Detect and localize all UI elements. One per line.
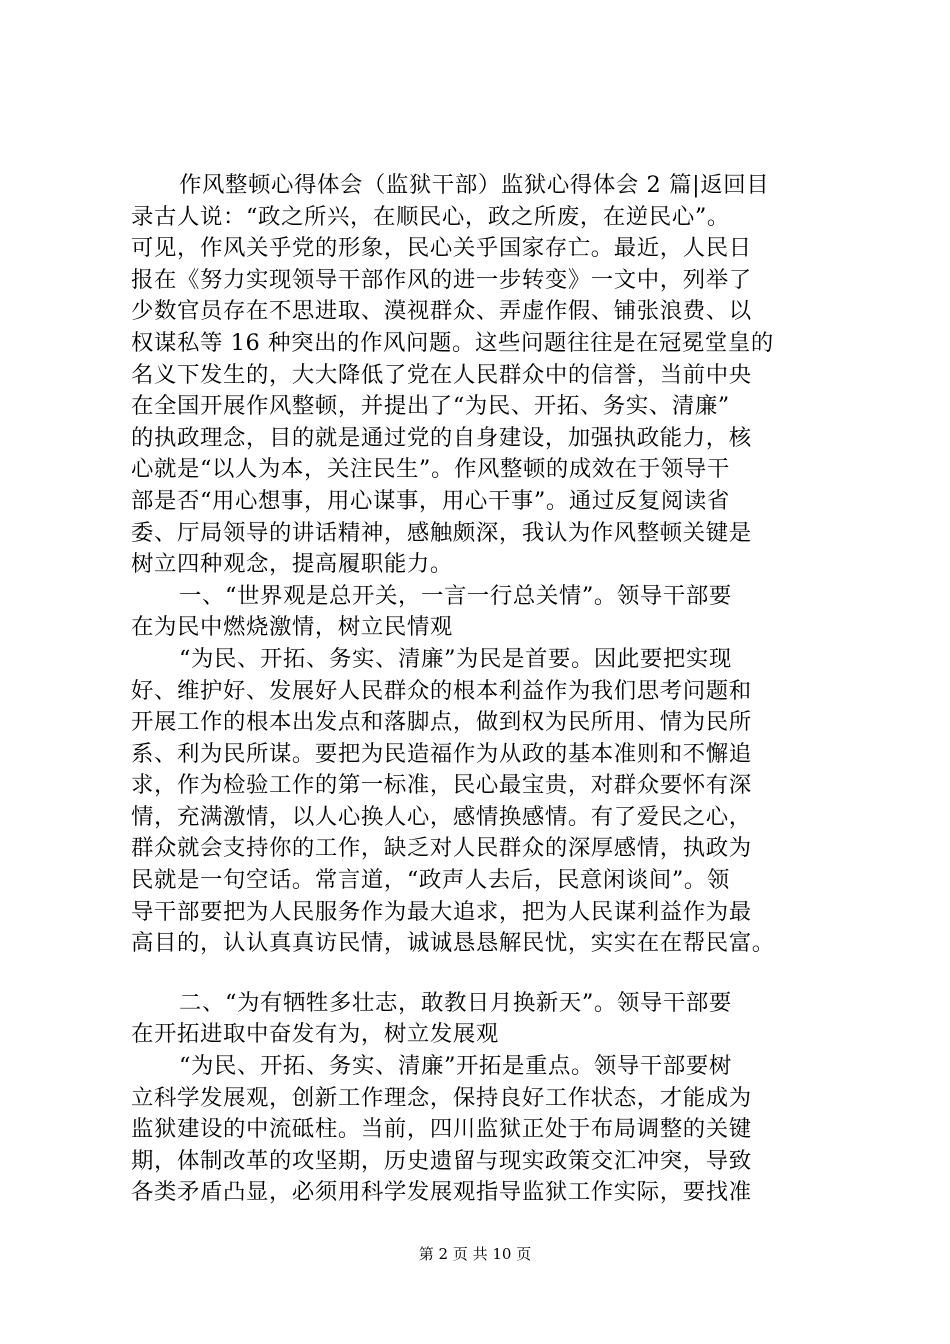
text-line: 作风整顿心得体会（监狱干部）监狱心得体会 2 篇|返回目 <box>179 172 770 198</box>
page-number-footer: 第 2 页 共 10 页 <box>418 1245 532 1263</box>
text-line: 监狱建设的中流砥柱。当前，四川监狱正处于布局调整的关键 <box>131 1116 752 1143</box>
text-line: 期，体制改革的攻坚期，历史遗留与现实政策交汇冲突，导致 <box>131 1147 752 1174</box>
text-line: 求，作为检验工作的第一标准，民心最宝贵，对群众要怀有深 <box>131 772 752 799</box>
text-line: 系、利为民所谋。要把为民造福作为从政的基本准则和不懈追 <box>131 740 752 767</box>
text-line: 各类矛盾凸显，必须用科学发展观指导监狱工作实际，要找准 <box>131 1179 752 1206</box>
text-line: 录古人说：“政之所兴，在顺民心，政之所废，在逆民心”。 <box>131 203 730 230</box>
section-heading-2 <box>131 988 831 1051</box>
text-line: 报在《努力实现领导干部作风的进一步转变》一文中，列举了 <box>131 266 752 293</box>
text-line: “为民、开拓、务实、清廉”开拓是重点。领导干部要树 <box>179 1053 732 1080</box>
text-line: 在全国开展作风整顿，并提出了“为民、开拓、务实、清廉” <box>131 393 730 420</box>
section-heading-1 <box>131 581 831 644</box>
heading-line: 二、“为有牺牲多壮志，敢教日月换新天”。领导干部要 <box>179 989 732 1016</box>
text-line: 名义下发生的，大大降低了党在人民群众中的信誉，当前中央 <box>131 361 752 388</box>
text-line: 立科学发展观，创新工作理念，保持良好工作状态，才能成为 <box>131 1084 752 1111</box>
section-body-1 <box>131 644 831 960</box>
text-line: 的执政理念，目的就是通过党的自身建设，加强执政能力，核 <box>131 424 752 451</box>
text-line: 权谋私等 16 种突出的作风问题。这些问题往往是在冠冕堂皇的 <box>131 329 774 356</box>
text-line: 少数官员存在不思进取、漠视群众、弄虚作假、铺张浪费、以 <box>131 298 752 325</box>
document-body <box>131 170 831 1209</box>
text-line: 民就是一句空话。常言道，“政声人去后，民意闲谈间”。领 <box>131 867 730 894</box>
text-line: 开展工作的根本出发点和落脚点，做到权为民所用、情为民所 <box>131 709 752 736</box>
text-line: 群众就会支持你的工作，缺乏对人民群众的深厚感情，执政为 <box>131 835 752 862</box>
text-line: 好、维护好、发展好人民群众的根本利益作为我们思考问题和 <box>131 677 752 704</box>
text-line: 部是否“用心想事，用心谋事，用心干事”。通过反复阅读省 <box>131 487 730 514</box>
section-body-2 <box>131 1051 831 1209</box>
heading-line: 在为民中燃烧激情，树立民情观 <box>131 614 453 641</box>
text-line: 情，充满激情，以人心换人心，感情换感情。有了爱民之心， <box>131 803 752 830</box>
text-line: 委、厅局领导的讲话精神，感触颇深，我认为作风整顿关键是 <box>131 519 752 546</box>
text-line: 导干部要把为人民服务作为最大追求，把为人民谋利益作为最 <box>131 898 752 925</box>
text-line: 树立四种观念，提高履职能力。 <box>131 551 453 578</box>
heading-line: 在开拓进取中奋发有为，树立发展观 <box>131 1021 499 1048</box>
heading-line: 一、“世界观是总开关，一言一行总关情”。领导干部要 <box>179 582 732 609</box>
text-line: 可见，作风关乎党的形象，民心关乎国家存亡。最近，人民日 <box>131 235 752 262</box>
text-line: “为民、开拓、务实、清廉”为民是首要。因此要把实现 <box>179 645 732 672</box>
intro-paragraph <box>131 170 831 581</box>
text-line: 心就是“以人为本，关注民生”。作风整顿的成效在于领导干 <box>131 456 730 483</box>
text-line: 高目的，认认真真访民情，诚诚恳恳解民忧，实实在在帮民富。 <box>131 930 775 957</box>
